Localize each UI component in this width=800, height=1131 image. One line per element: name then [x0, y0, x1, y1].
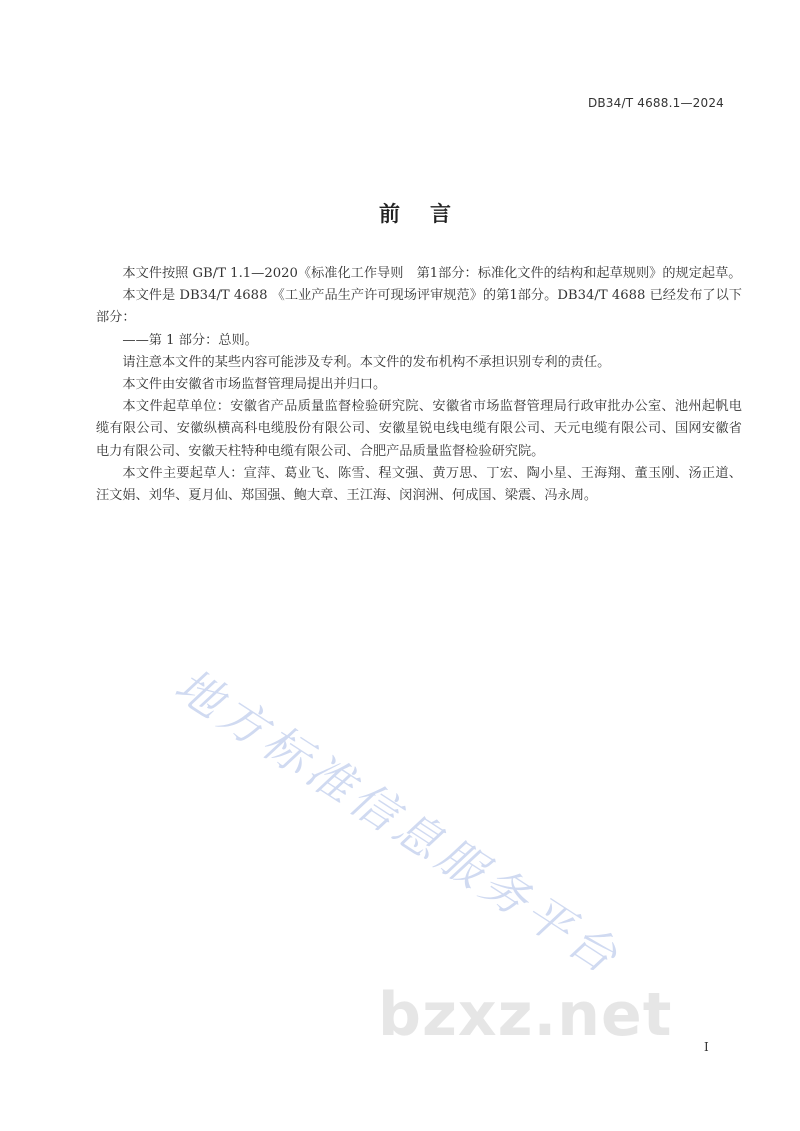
- paragraph-document-part: 本文件是 DB34/T 4688 《工业产品生产许可现场评审规范》的第1部分。DB34/T 4688 已经发布了以下部分：: [96, 288, 742, 326]
- platform-watermark: 地方标准信息服务平台: [165, 657, 632, 987]
- paragraph-drafters: 本文件主要起草人：宣萍、葛业飞、陈雪、程文强、黄万思、丁宏、陶小星、王海翔、董玉刚、汤正道、汪文娟、刘华、夏月仙、郑国强、鲍大章、王江海、闵润洲、何成国、梁震、冯永周。: [96, 465, 742, 504]
- foreword-body: [96, 263, 742, 507]
- document-number: DB34/T 4688.1—2024: [587, 96, 724, 110]
- paragraph-drafting-units: 本文件起草单位：安徽省产品质量监督检验研究院、安徽省市场监督管理局行政审批办公室、池州起帆电缆有限公司、安徽纵横高科电缆股份有限公司、安徽星锐电线电缆有限公司、天元电缆有限公司、国网安徽省电力有限公司、安徽天柱特种电缆有限公司、合肥产品质量监督检验研究院。: [96, 399, 742, 459]
- paragraph-patent-notice: 请注意本文件的某些内容可能涉及专利。本文件的发布机构不承担识别专利的责任。: [122, 354, 611, 370]
- paragraph-part-list: ——第 1 部分：总则。: [122, 332, 258, 348]
- paragraph-proposer: 本文件由安徽省市场监督管理局提出并归口。: [122, 377, 387, 393]
- page-number: I: [704, 1040, 709, 1054]
- site-watermark: bzxz.net: [378, 980, 673, 1050]
- paragraph-drafting-rules: 本文件按照 GB/T 1.1—2020《标准化工作导则 第1部分：标准化文件的结构和起草规则》的规定起草。: [122, 266, 742, 281]
- section-title: 前言: [379, 202, 481, 226]
